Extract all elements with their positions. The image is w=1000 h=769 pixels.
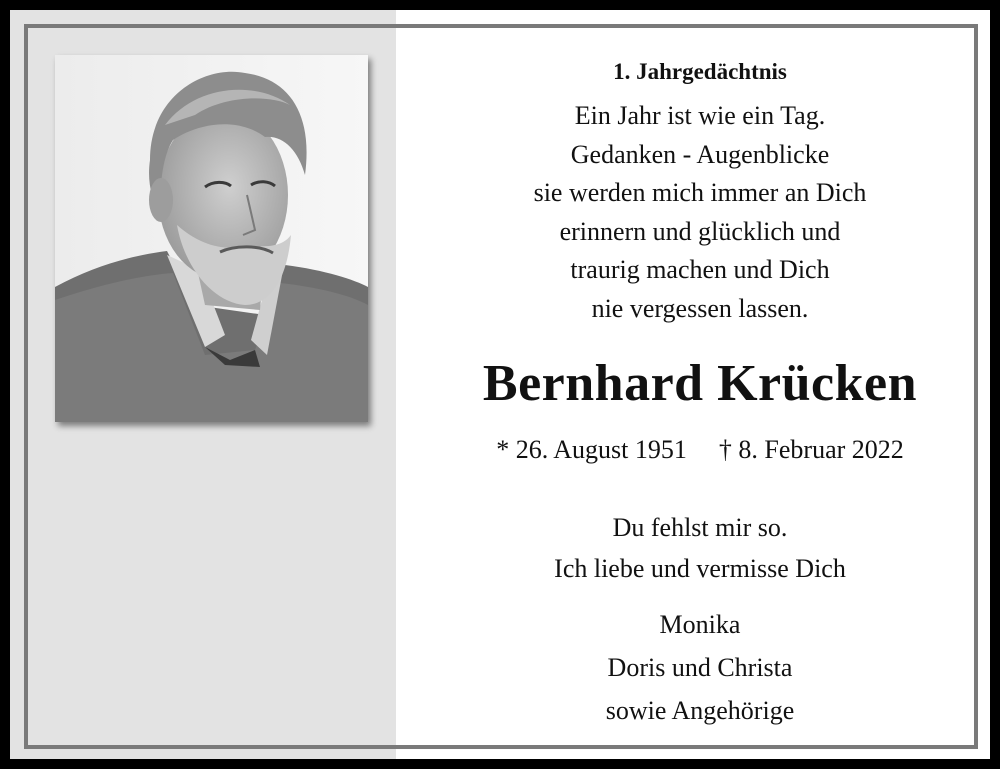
poem-line: Gedanken - Augenblicke [570, 139, 830, 169]
obituary-card [10, 10, 990, 759]
poem-line: sie werden mich immer an Dich [533, 178, 867, 207]
portrait-photo [55, 55, 368, 422]
poem-line: Ein Jahr ist wie ein Tag. [574, 101, 826, 130]
signer-line: Monika [659, 610, 741, 639]
memorial-poem [450, 97, 950, 328]
closing-line: Du fehlst mir so. [612, 513, 788, 542]
death-date: † 8. Februar 2022 [718, 435, 904, 464]
poem-line: nie vergessen lassen. [591, 293, 809, 323]
signer-line: Doris und Christa [607, 653, 793, 682]
poem-line: erinnern und glücklich und [559, 216, 841, 246]
poem-line: traurig machen und Dich [570, 255, 830, 284]
anniversary-heading: 1. Jahrgedächtnis [613, 59, 787, 84]
life-dates [450, 430, 950, 470]
birth-date: * 26. August 1951 [496, 435, 687, 464]
closing-message [450, 507, 950, 589]
signer-line: sowie Angehörige [605, 696, 795, 725]
signers [450, 603, 950, 732]
closing-line: Ich liebe und vermisse Dich [554, 554, 846, 583]
deceased-name: Bernhard Krücken [482, 355, 918, 412]
